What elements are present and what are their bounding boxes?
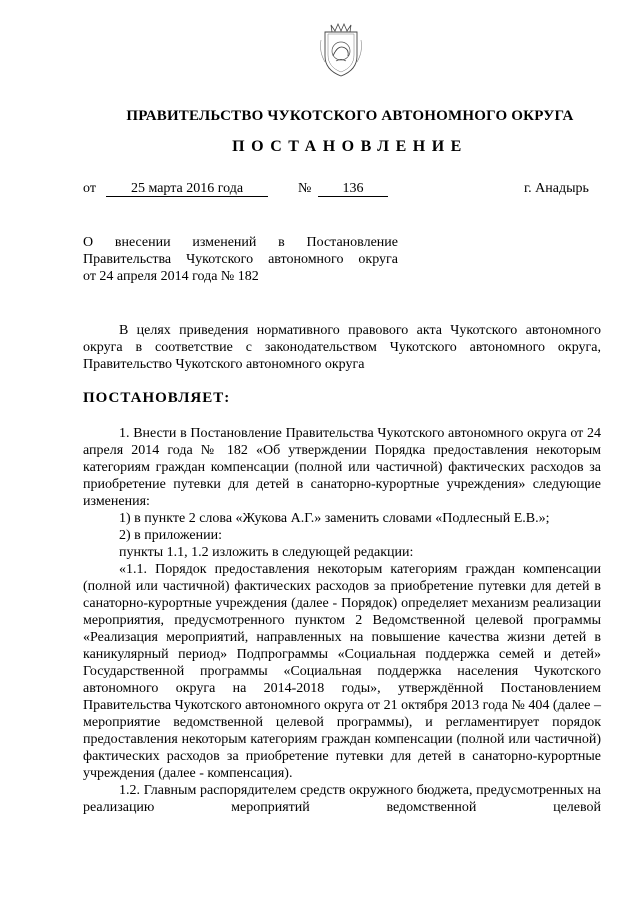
paragraph: 2) в приложении:	[119, 528, 222, 543]
paragraph: 1) в пункте 2 слова «Жукова А.Г.» заменить словами «Подлесный Е.В.»;	[119, 511, 550, 526]
subject-line: от 24 апреля 2014 года № 182	[83, 269, 259, 284]
date-field	[106, 181, 268, 197]
document-subject	[83, 234, 398, 285]
document-number: 136	[318, 181, 388, 197]
subject-line: О внесении изменений в Постановление	[83, 235, 398, 250]
document-city: г. Анадырь	[524, 181, 589, 196]
document-date: 25 марта 2016 года	[106, 181, 268, 197]
paragraph: 1. Внести в Постановление Правительства Чукотского автономного округа от 24 апреля 2014 года № 182 «Об утверждении Порядка предоставления некоторым категориям граждан компенсации (полной или частичной) фактических расходов за приобретение путевки для детей в санаторно-курортные учреждения» следующие изменения:	[83, 426, 601, 509]
resolves-heading: ПОСТАНОВЛЯЕТ:	[83, 390, 231, 406]
number-field	[318, 181, 388, 197]
date-label: от	[83, 181, 96, 196]
preamble-text: В целях приведения нормативного правового акта Чукотского автономного округа в соответствие с законодательством Чукотского автономного округа, Правительство Чукотского автономного округа	[83, 323, 601, 372]
coat-of-arms-emblem	[318, 20, 364, 78]
number-label: №	[298, 181, 312, 196]
preamble	[83, 322, 601, 373]
government-title: ПРАВИТЕЛЬСТВО ЧУКОТСКОГО АВТОНОМНОГО ОКРУГА	[126, 108, 574, 124]
paragraph: «1.1. Порядок предоставления некоторым категориям граждан компенсации (полной или частичной) фактических расходов за приобретение путевки для детей в санаторно-курортные учреждения (далее - Порядок) определяет механизм реализации мероприятия, предусмотренного пунктом 2 Ведомственной целевой программы «Реализация мероприятий, направленных на повышение качества жизни детей в каникулярный период» Подпрограммы «Социальная поддержка семей и детей» Государственной программы «Социальная поддержка населения Чукотского автономного округа на 2014-2018 годы», утверждённой Постановлением Правительства Чукотского автономного округа от 21 октября 2013 года № 404 (далее – мероприятие ведомственной целевой программы), и регламентирует порядок предоставления некоторым категориям граждан компенсации (полной или частичной) фактических расходов за приобретение путевки для детей в санаторно-курортные учреждения (далее - компенсация).	[83, 562, 601, 781]
paragraph: 1.2. Главным распорядителем средств окружного бюджета, предусмотренных на реализацию мероприятий ведомственной целевой	[83, 783, 601, 815]
document-type-title: ПОСТАНОВЛЕНИЕ	[232, 138, 468, 155]
paragraph: пункты 1.1, 1.2 изложить в следующей редакции:	[119, 545, 414, 560]
subject-line: Правительства Чукотского автономного округа	[83, 252, 398, 267]
resolution-body	[83, 425, 601, 816]
